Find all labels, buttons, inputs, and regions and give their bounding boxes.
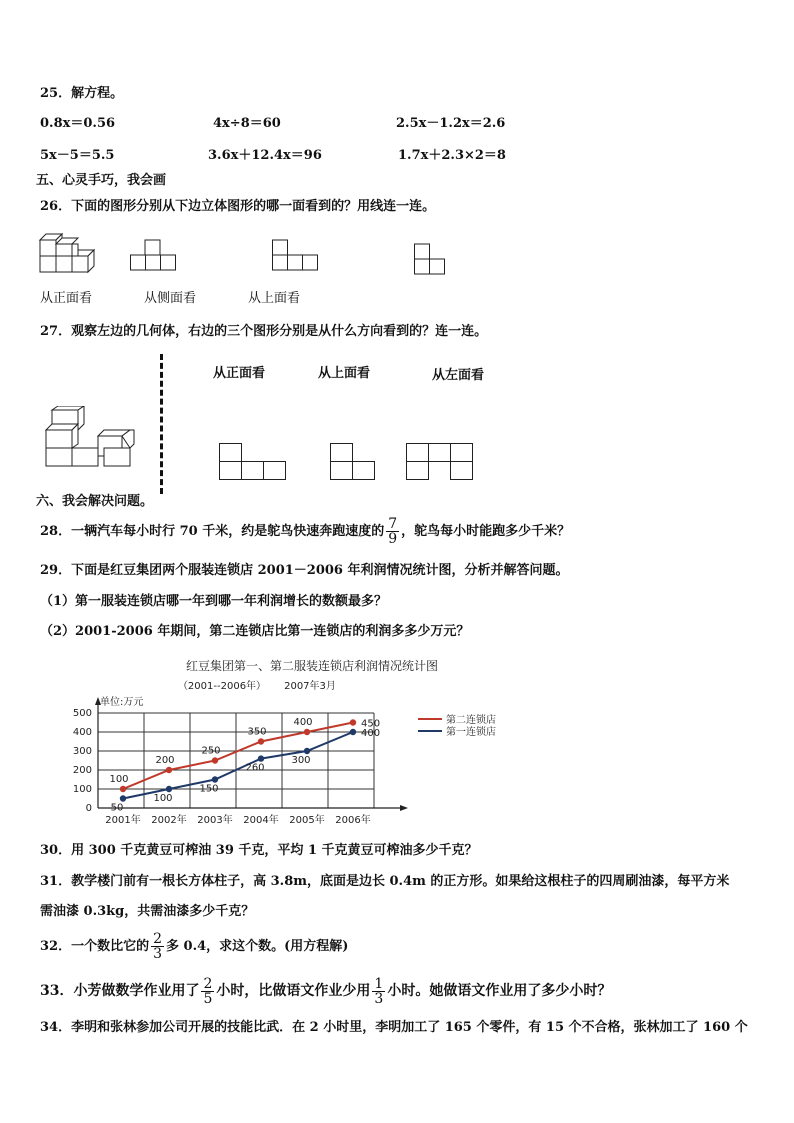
q25-equation-3: 2.5x－1.2x＝2.6: [396, 116, 506, 131]
chart-data-label: 200: [155, 755, 175, 766]
chart-subtitle-date: 2007年3月: [284, 681, 336, 692]
q33-frac2-den: 3: [374, 990, 384, 1007]
chart-point: [350, 729, 356, 735]
chart-ytick-label: 0: [85, 803, 92, 814]
q27-divider: [160, 354, 163, 494]
chart-point: [350, 719, 356, 725]
chart-xtick-label: 2006年: [335, 815, 371, 826]
q30-question: 30．用 300 千克黄豆可榨油 39 千克，平均 1 千克黄豆可榨油多少千克？: [40, 843, 478, 858]
q32-question: [40, 932, 348, 962]
q27-solid-figure: [42, 406, 142, 468]
q26-label-front: 从正面看: [40, 291, 93, 306]
q25-equation-4: 5x－5＝5.5: [40, 148, 115, 163]
q25-equation-6: 1.7x＋2.3×2＝8: [398, 148, 506, 163]
q26-label-side: 从侧面看: [144, 291, 197, 306]
chart-ytick-label: 200: [72, 765, 92, 776]
section-6-heading: 六、我会解决问题。: [36, 494, 154, 509]
chart-title: 红豆集团第一、第二服装连锁店利润情况统计图: [185, 659, 439, 673]
q26-view-a: [130, 238, 178, 274]
q33-fraction-1: [201, 977, 214, 1006]
q27-label-left: 从左面看: [432, 368, 485, 383]
q27-label-front: 从正面看: [213, 366, 266, 381]
chart-ytick-label: 100: [72, 784, 92, 795]
chart-point: [166, 767, 172, 773]
q25-equation-2: 4x÷8＝60: [213, 116, 281, 131]
q32-fraction: [151, 932, 164, 961]
chart-xtick-label: 2005年: [289, 815, 325, 826]
chart-data-label: 260: [245, 762, 265, 774]
q27-label-top: 从上面看: [318, 366, 371, 381]
q33-frac1-den: 5: [203, 990, 213, 1007]
chart-point: [120, 795, 126, 801]
chart-ytick-label: 300: [72, 746, 92, 757]
chart-data-label: 400: [293, 717, 313, 728]
chart-subtitle-range: （2001--2006年）: [177, 681, 267, 692]
q25-title: 25．解方程。: [40, 86, 124, 101]
chart-point: [258, 738, 264, 744]
chart-data-label: 400: [361, 728, 381, 739]
chart-point: [120, 786, 126, 792]
q32-frac-num: 2: [153, 931, 163, 947]
q26-view-c: [414, 242, 448, 278]
q33-text-after: 小时。她做语文作业用了多少小时？: [387, 983, 612, 999]
q33-text-middle: 小时，比做语文作业少用: [216, 983, 371, 999]
chart-data-label: 450: [361, 718, 381, 730]
chart-point: [304, 748, 310, 754]
q29-sub2: （2）2001-2006 年期间，第二连锁店比第一连锁店的利润多多少万元？: [40, 624, 470, 639]
q31-line1: 31．教学楼门前有一根长方体柱子，高 3.8m，底面是边长 0.4m 的正方形。如果给这根柱子的四周刷油漆，每平方米: [40, 874, 730, 889]
q26-solid-figure: [38, 230, 100, 274]
q34-question: 34．李明和张林参加公司开展的技能比武．在 2 小时里，李明加工了 165 个零件，有 15 个不合格，张林加工了 160 个: [40, 1020, 748, 1035]
q26-view-b: [272, 238, 320, 274]
q28-text-after: ，鸵鸟每小时能跑多少千米？: [401, 524, 571, 539]
q33-frac2-num: 1: [374, 975, 384, 992]
q28-text-before: 28．一辆汽车每小时行 70 千米，约是鸵鸟快速奔跑速度的: [40, 524, 385, 539]
chart-point: [212, 757, 218, 763]
q33-question: [40, 976, 611, 1006]
q25-equation-5: 3.6x＋12.4x＝96: [208, 148, 322, 163]
chart-data-label: 350: [247, 726, 267, 738]
chart-data-label: 150: [199, 783, 219, 795]
chart-data-label: 300: [291, 755, 311, 766]
chart-ylabel: 单位:万元: [100, 697, 144, 708]
q32-frac-den: 3: [153, 946, 163, 962]
chart-data-label: 250: [201, 745, 221, 757]
chart-x-axis-arrow: [400, 805, 408, 811]
q29-sub1: （1）第一服装连锁店哪一年到哪一年利润增长的数额最多？: [40, 594, 388, 609]
q28-question: [40, 517, 570, 547]
q26-label-top: 从上面看: [248, 291, 301, 306]
chart-legend-label: 第二连锁店: [446, 715, 496, 726]
section-5-heading: 五、心灵手巧，我会画: [36, 173, 167, 188]
chart-point: [304, 729, 310, 735]
chart-point: [212, 776, 218, 782]
q27-view-b: [330, 443, 378, 481]
chart-data-label: 100: [109, 774, 129, 785]
profit-line-chart: [62, 656, 522, 828]
q28-frac-den: 9: [388, 531, 398, 547]
q28-frac-num: 7: [388, 516, 398, 532]
chart-ytick-label: 500: [72, 708, 92, 719]
q27-title: 27．观察左边的几何体，右边的三个图形分别是从什么方向看到的？连一连。: [40, 324, 488, 339]
chart-point: [166, 786, 172, 792]
chart-xtick-label: 2001年: [105, 815, 141, 826]
q27-view-a: [219, 443, 289, 481]
chart-xtick-label: 2004年: [243, 815, 279, 826]
chart-point: [258, 755, 264, 761]
q26-title: 26．下面的图形分别从下边立体图形的哪一面看到的？用线连一连。: [40, 199, 436, 214]
q32-text-after: 多 0.4，求这个数。(用方程解): [166, 939, 349, 954]
q29-title: 29．下面是红豆集团两个服装连锁店 2001－2006 年利润情况统计图，分析并解答问题。: [40, 563, 569, 578]
chart-xtick-label: 2002年: [151, 815, 187, 826]
chart-legend-label: 第一连锁店: [446, 727, 496, 738]
chart-data-label: 50: [110, 802, 124, 814]
chart-ytick-label: 400: [72, 727, 92, 738]
q32-text-before: 32．一个数比它的: [40, 939, 150, 954]
chart-data-label: 100: [153, 793, 173, 804]
q33-frac1-num: 2: [203, 975, 213, 992]
q31-line2: 需油漆 0.3kg，共需油漆多少千克？: [40, 904, 255, 919]
q28-fraction: [386, 517, 399, 546]
q27-view-c: [406, 443, 476, 481]
chart-xtick-label: 2003年: [197, 815, 233, 826]
q33-fraction-2: [372, 977, 385, 1006]
q33-text-before: 33．小芳做数学作业用了: [40, 983, 200, 999]
q25-equation-1: 0.8x＝0.56: [40, 116, 116, 131]
